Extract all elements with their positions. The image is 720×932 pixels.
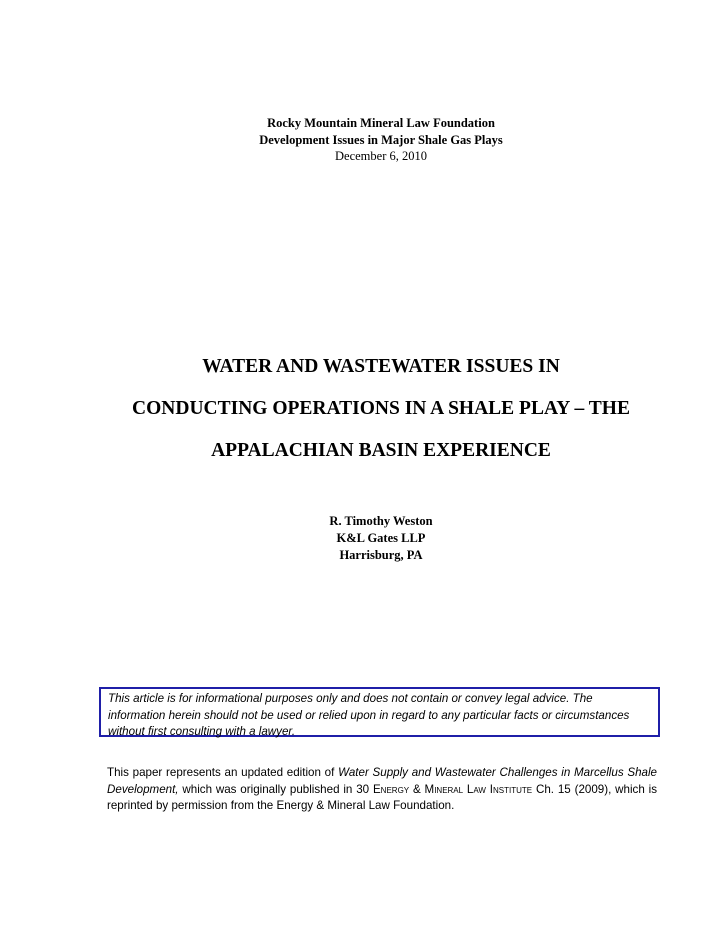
author-location: Harrisburg, PA: [339, 548, 423, 562]
journal-name: Energy & Mineral Law Institute: [372, 782, 533, 796]
title-line-3: APPALACHIAN BASIN EXPERIENCE: [211, 440, 551, 461]
event-name: Development Issues in Major Shale Gas Plays: [259, 132, 503, 147]
author-name: R. Timothy Weston: [329, 514, 433, 528]
paper-title: [0, 346, 720, 472]
note-publication-prefix: which was originally published in 30: [178, 782, 373, 796]
organization-name: Rocky Mountain Mineral Law Foundation: [267, 116, 495, 130]
publication-note: [107, 765, 657, 815]
conference-header: [0, 115, 720, 165]
title-line-1: WATER AND WASTEWATER ISSUES IN: [202, 356, 560, 377]
disclaimer-text: This article is for informational purposes only and does not contain or convey legal advice. The information herein should not be used or relied upon in regard to any particular facts or circumstances without first consulting with a lawyer.: [108, 692, 630, 738]
original-title: Water Supply and Wastewater Challenges in Marcellus Shale Development,: [107, 766, 657, 796]
event-date: December 6, 2010: [335, 149, 427, 163]
note-intro: This paper represents an updated edition of: [107, 766, 339, 779]
author-firm: K&L Gates LLP: [336, 531, 426, 545]
author-info: [0, 513, 720, 564]
disclaimer-box: [99, 687, 660, 737]
note-publication-suffix: Ch. 15 (2009), which is reprinted by permission from the Energy & Mineral Law Foundation.: [107, 782, 657, 812]
title-line-2: CONDUCTING OPERATIONS IN A SHALE PLAY – THE: [132, 398, 630, 419]
